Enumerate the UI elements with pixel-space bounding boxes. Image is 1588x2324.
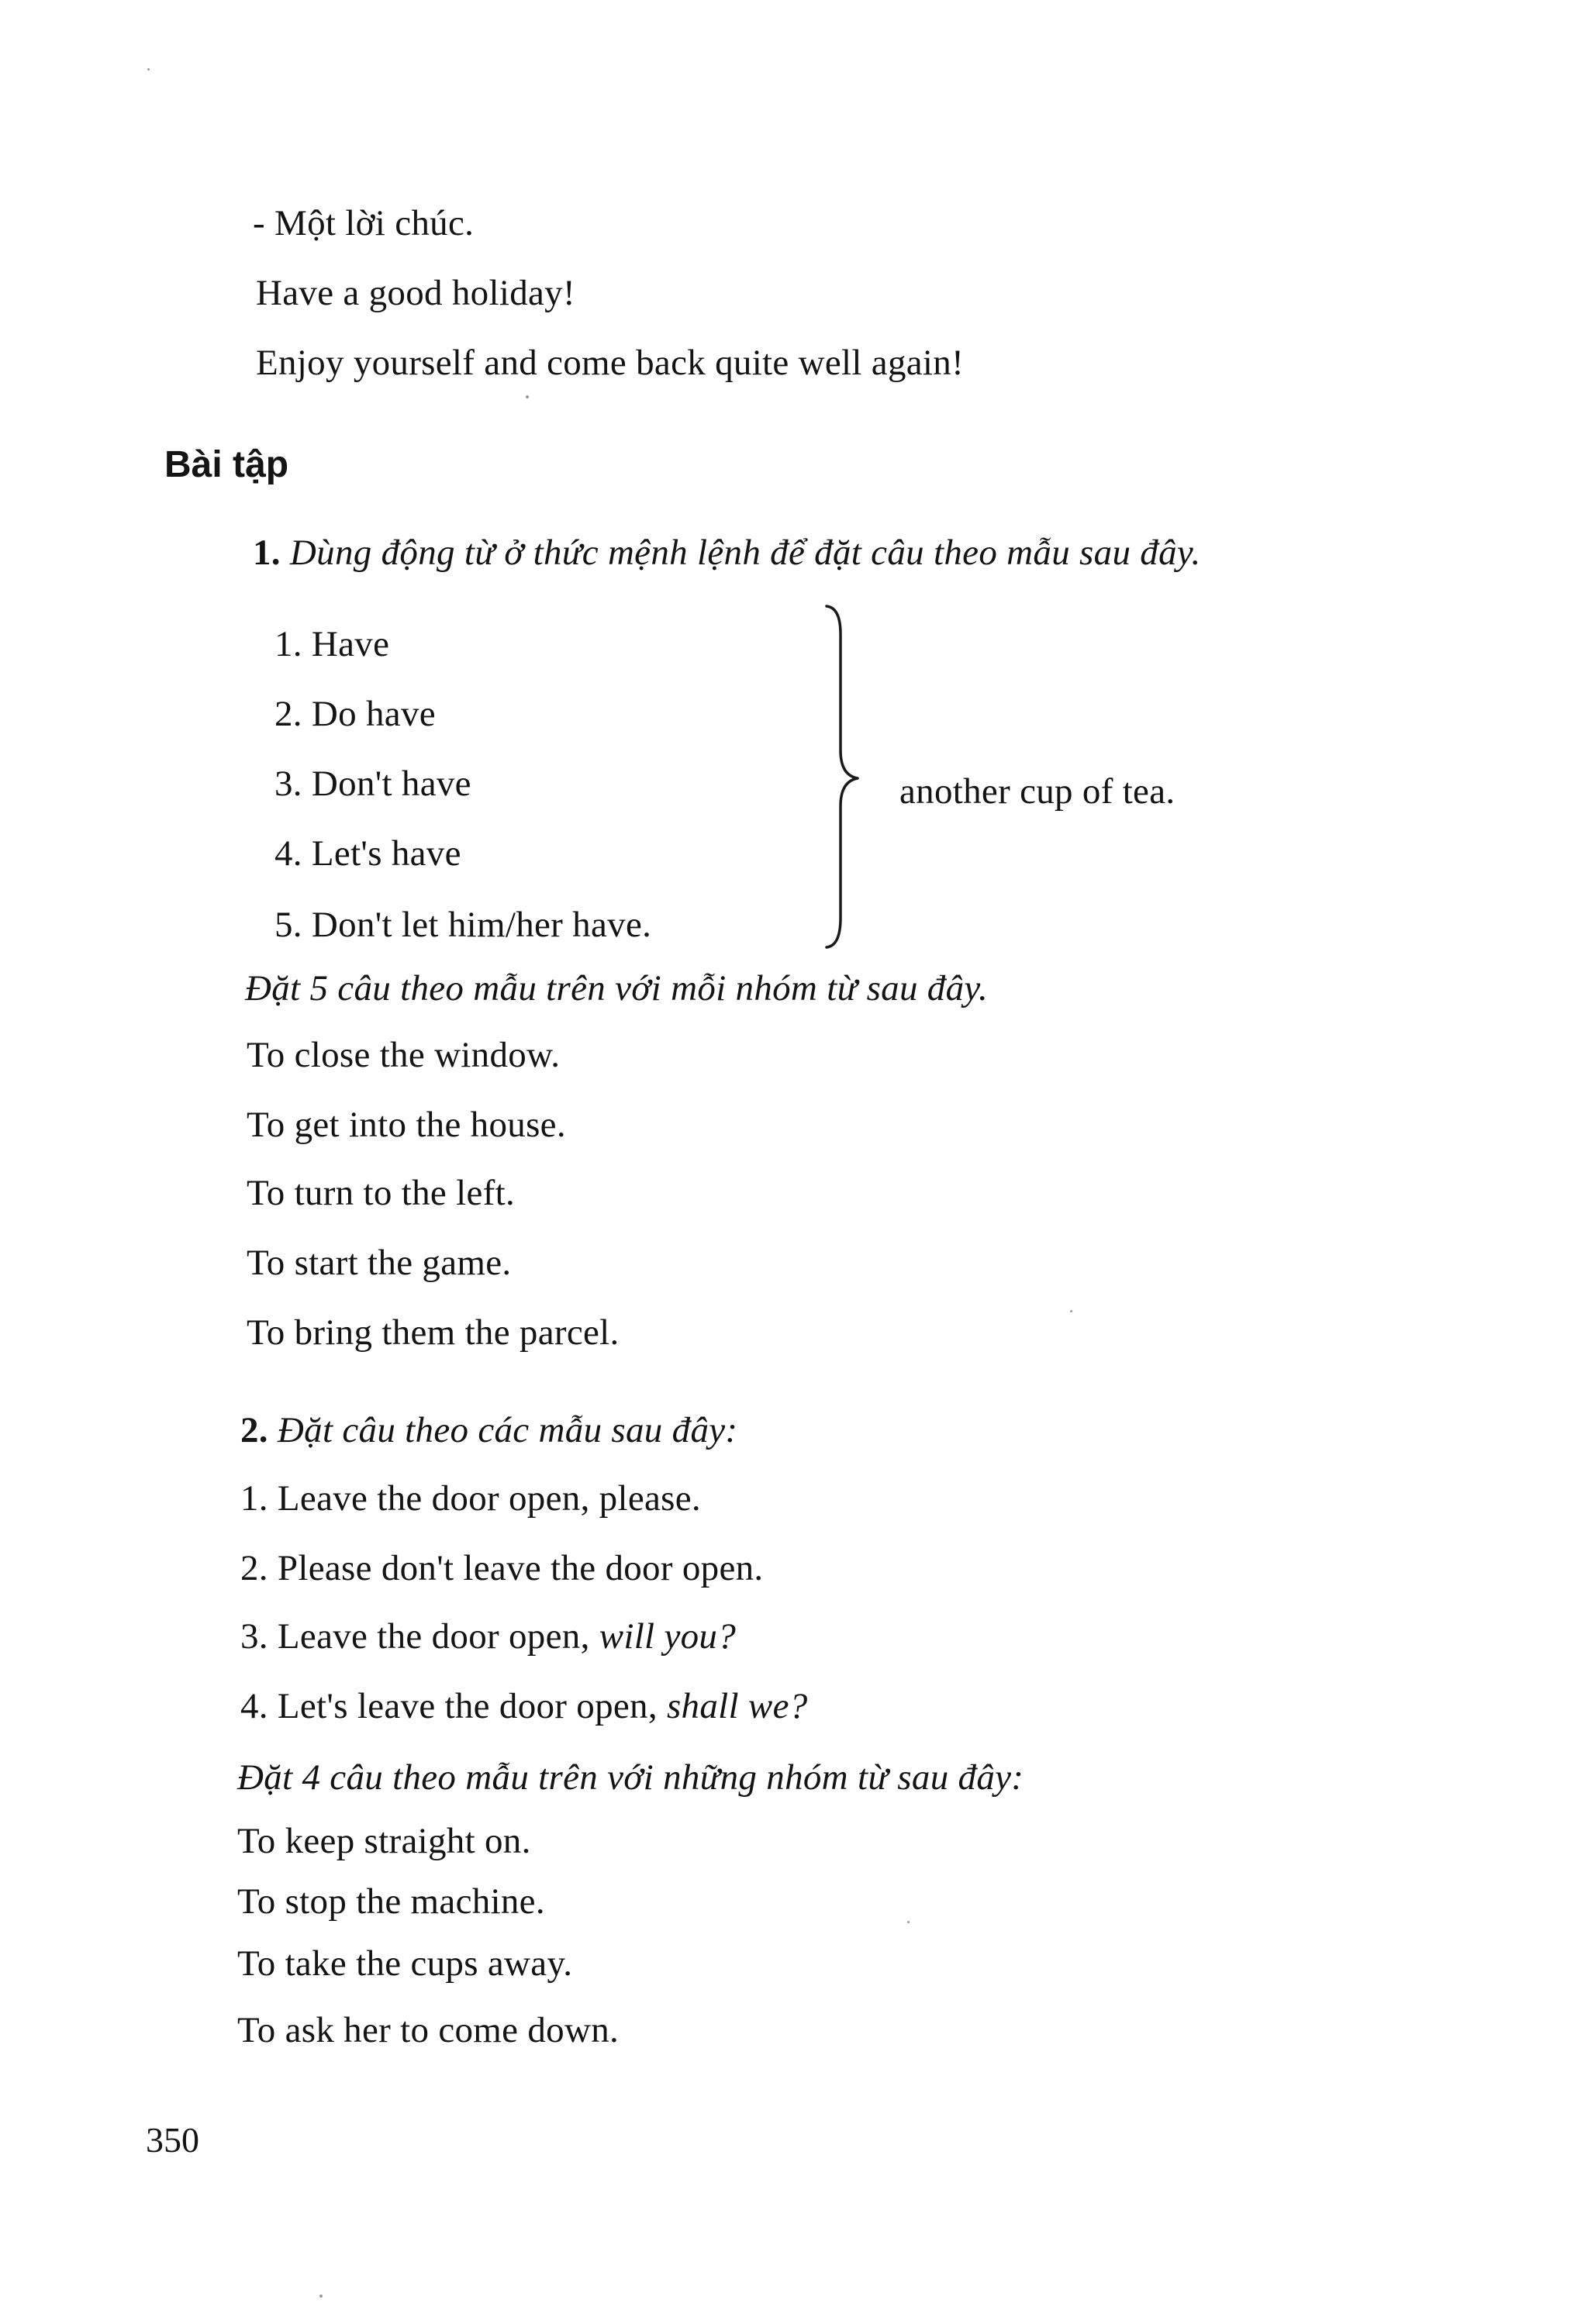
ex2-phrase-1: To keep straight on. (237, 1821, 531, 1861)
scan-speck (1070, 1310, 1072, 1312)
ex1-pattern-4: 4. Let's have (274, 833, 461, 874)
scan-speck (147, 68, 150, 71)
right-curly-brace (814, 603, 868, 950)
wish-example-2: Enjoy yourself and come back quite well again! (256, 343, 965, 383)
ex1-phrase-5: To bring them the parcel. (247, 1312, 620, 1353)
exercises-heading: Bài tập (164, 444, 289, 485)
ex1-number: 1. (253, 533, 281, 573)
ex1-pattern-3: 3. Don't have (274, 764, 471, 804)
ex2-pattern-2-text: 2. Please don't leave the door open. (240, 1548, 764, 1588)
ex2-instruction-line (240, 1412, 737, 1449)
ex1-instruction-line (253, 535, 1201, 571)
ex2-phrase-2: To stop the machine. (237, 1881, 545, 1922)
ex2-number: 2. (240, 1410, 268, 1450)
ex2-pattern-2 (240, 1550, 763, 1587)
ex1-phrase-1: To close the window. (247, 1035, 561, 1075)
ex2-pattern-3-text: 3. Leave the door open, (240, 1616, 599, 1657)
ex1-pattern-1: 1. Have (274, 624, 390, 664)
scan-speck (319, 2295, 323, 2298)
ex2-instruction: Đặt câu theo các mẫu sau đây: (277, 1410, 738, 1450)
ex2-pattern-4-text: 4. Let's leave the door open, (240, 1686, 667, 1726)
ex1-phrase-2: To get into the house. (247, 1105, 566, 1145)
ex1-pattern-5: 5. Don't let him/her have. (274, 905, 652, 945)
ex2-pattern-3 (240, 1616, 737, 1657)
ex2-phrase-3: To take the cups away. (237, 1943, 573, 1984)
ex2-pattern-3-tag: will you? (599, 1616, 737, 1657)
ex2-phrase-4: To ask her to come down. (237, 2010, 620, 2050)
ex1-shared-ending: another cup of tea. (899, 771, 1175, 812)
ex1-pattern-2: 2. Do have (274, 694, 436, 734)
ex2-pattern-1 (240, 1478, 701, 1519)
ex2-pattern-1-text: 1. Leave the door open, please. (240, 1478, 701, 1519)
wish-label: - Một lời chúc. (253, 203, 475, 243)
ex1-task: Đặt 5 câu theo mẫu trên với mỗi nhóm từ sau đây. (245, 968, 989, 1009)
ex1-instruction: Dùng động từ ở thức mệnh lệnh để đặt câu theo mẫu sau đây. (289, 533, 1201, 573)
page-number: 350 (146, 2120, 199, 2160)
scan-speck (907, 1921, 910, 1923)
ex1-phrase-3: To turn to the left. (247, 1173, 515, 1213)
wish-example-1: Have a good holiday! (256, 273, 575, 313)
ex2-task: Đặt 4 câu theo mẫu trên với những nhóm từ sau đây: (237, 1757, 1024, 1798)
ex1-phrase-4: To start the game. (247, 1243, 512, 1283)
ex2-pattern-4-tag: shall we? (666, 1686, 808, 1726)
ex2-pattern-4 (240, 1688, 808, 1725)
scan-speck (526, 395, 529, 398)
